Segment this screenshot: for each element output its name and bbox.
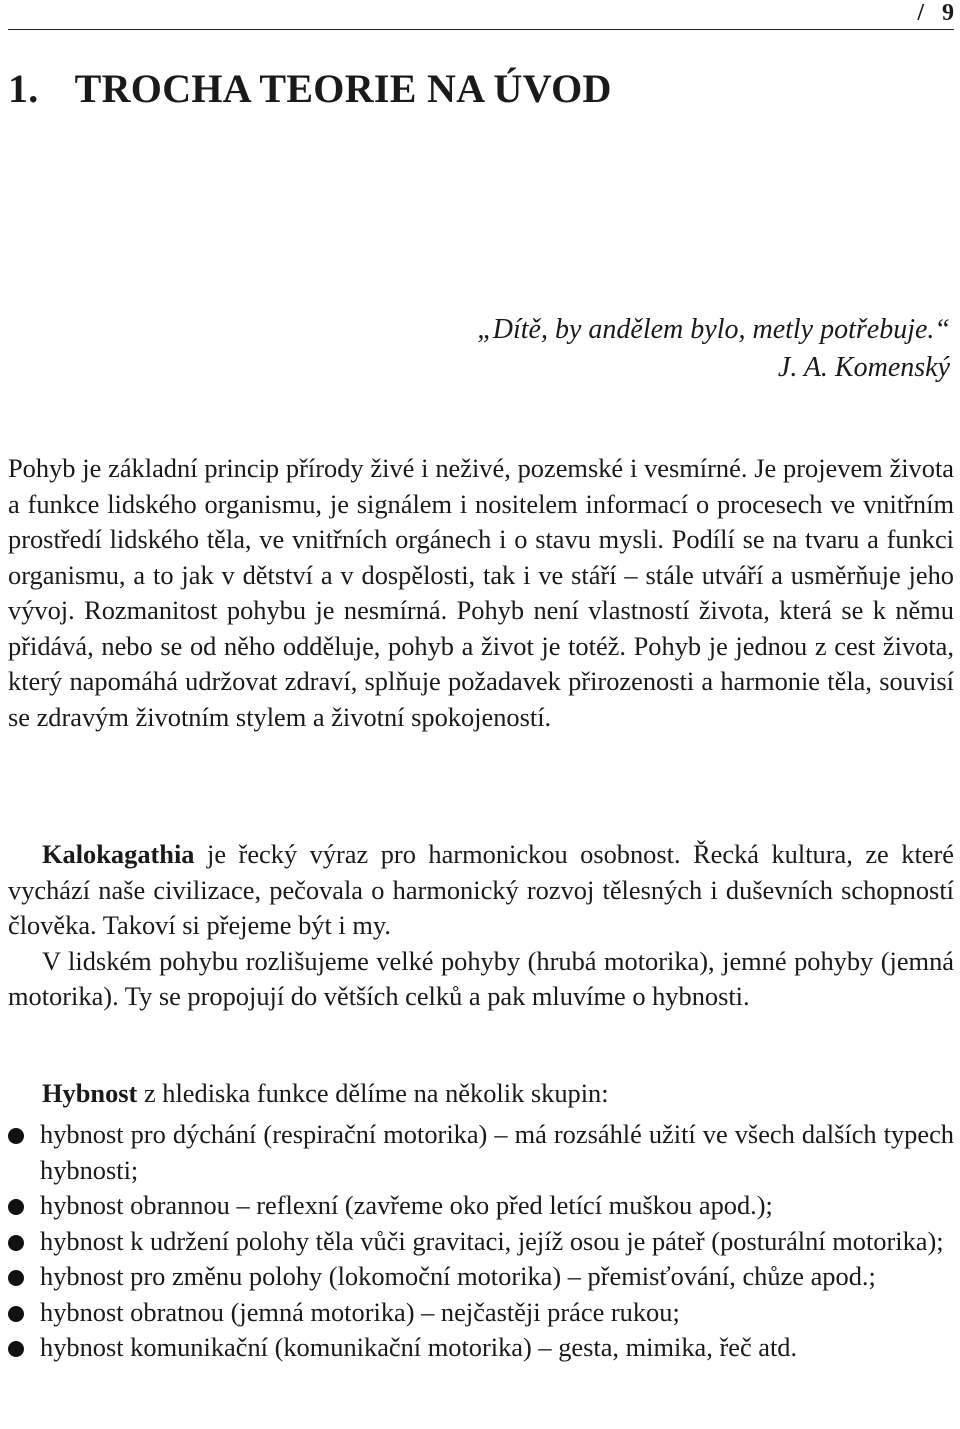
chapter-title-text: TROCHA TEORIE NA ÚVOD — [74, 66, 612, 111]
bullet-icon — [8, 1128, 24, 1144]
list-item-text: hybnost obratnou (jemná motorika) – nejčastěji práce rukou; — [40, 1296, 680, 1327]
paragraph-movement: Pohyb je základní princip přírody živé i neživé, pozemské i vesmírné. Je projevem života a funkce lidského organismu, je signálem i nositelem informací o procesech ve vnitřním prostředí lidského těla, ve vnitřních orgánech i o stavu mysli. Podílí se na tvaru a funkci organismu, a to jak v dětství a v dospělosti, tak i ve stáří – stále utváří a usměrňuje jeho vývoj. Rozmanitost pohybu je nesmírná. Pohyb není vlastností života, která se k němu přidává, nebo se od něho odděluje, pohyb a život je totéž. Pohyb je jednou z cest života, který napomáhá udržovat zdraví, splňuje požadavek přirozenosti a harmonie těla, souvisí se zdravým životním stylem a životní spokojeností. — [8, 453, 954, 732]
epigraph-quote: „Dítě, by andělem bylo, metly potřebuje.“ — [477, 314, 950, 345]
list-item — [8, 1259, 954, 1295]
chapter-title — [8, 66, 612, 112]
bullet-icon — [8, 1270, 24, 1286]
epigraph — [477, 311, 950, 387]
paragraph-kalokagathia-text: je řecký výraz pro harmonickou osobnost. Řecká kultura, ze které vychází naše civilizace, pečovala o harmonický rozvoj tělesných i duševních schopností člověka. Takoví si přejeme být i my. — [8, 839, 954, 940]
page-number: / 9 — [917, 0, 954, 26]
header-rule — [8, 29, 954, 30]
hybnost-list — [8, 1117, 954, 1366]
list-item-text: hybnost komunikační (komunikační motorika) – gesta, mimika, řeč atd. — [40, 1332, 798, 1362]
bullet-icon — [8, 1199, 24, 1215]
bullet-icon — [8, 1306, 24, 1322]
bullet-icon — [8, 1235, 24, 1251]
paragraph-motor-skills: V lidském pohybu rozlišujeme velké pohyby (hrubá motorika), jemné pohyby (jemná motorika). Ty se propojují do větších celků a pak mluvíme o hybnosti. — [8, 945, 954, 1011]
term-kalokagathia: Kalokagathia — [42, 839, 195, 869]
term-hybnost: Hybnost — [42, 1078, 138, 1108]
list-item — [8, 1188, 954, 1224]
paragraph-kalokagathia — [8, 837, 954, 1015]
list-item — [8, 1117, 954, 1188]
list-item-text: hybnost pro dýchání (respirační motorika) – má rozsáhlé užití ve všech dalších typech hybnosti; — [40, 1119, 954, 1185]
paragraph-hybnost — [8, 1076, 954, 1112]
bullet-icon — [8, 1341, 24, 1357]
epigraph-author: J. A. Komenský — [777, 352, 950, 383]
list-item-text: hybnost pro změnu polohy (lokomoční motorika) – přemisťování, chůze apod.; — [40, 1261, 876, 1291]
list-item — [8, 1330, 954, 1366]
list-item-text: hybnost obrannou – reflexní (zavřeme oko před letící muškou apod.); — [40, 1190, 773, 1220]
paragraph-hybnost-text: z hlediska funkce dělíme na několik skupin: — [137, 1078, 609, 1108]
chapter-number: 1. — [8, 66, 39, 111]
list-item — [8, 1295, 954, 1331]
list-item-text: hybnost k udržení polohy těla vůči gravitaci, jejíž osou je páteř (posturální motorika); — [40, 1225, 944, 1256]
list-item — [8, 1224, 954, 1260]
